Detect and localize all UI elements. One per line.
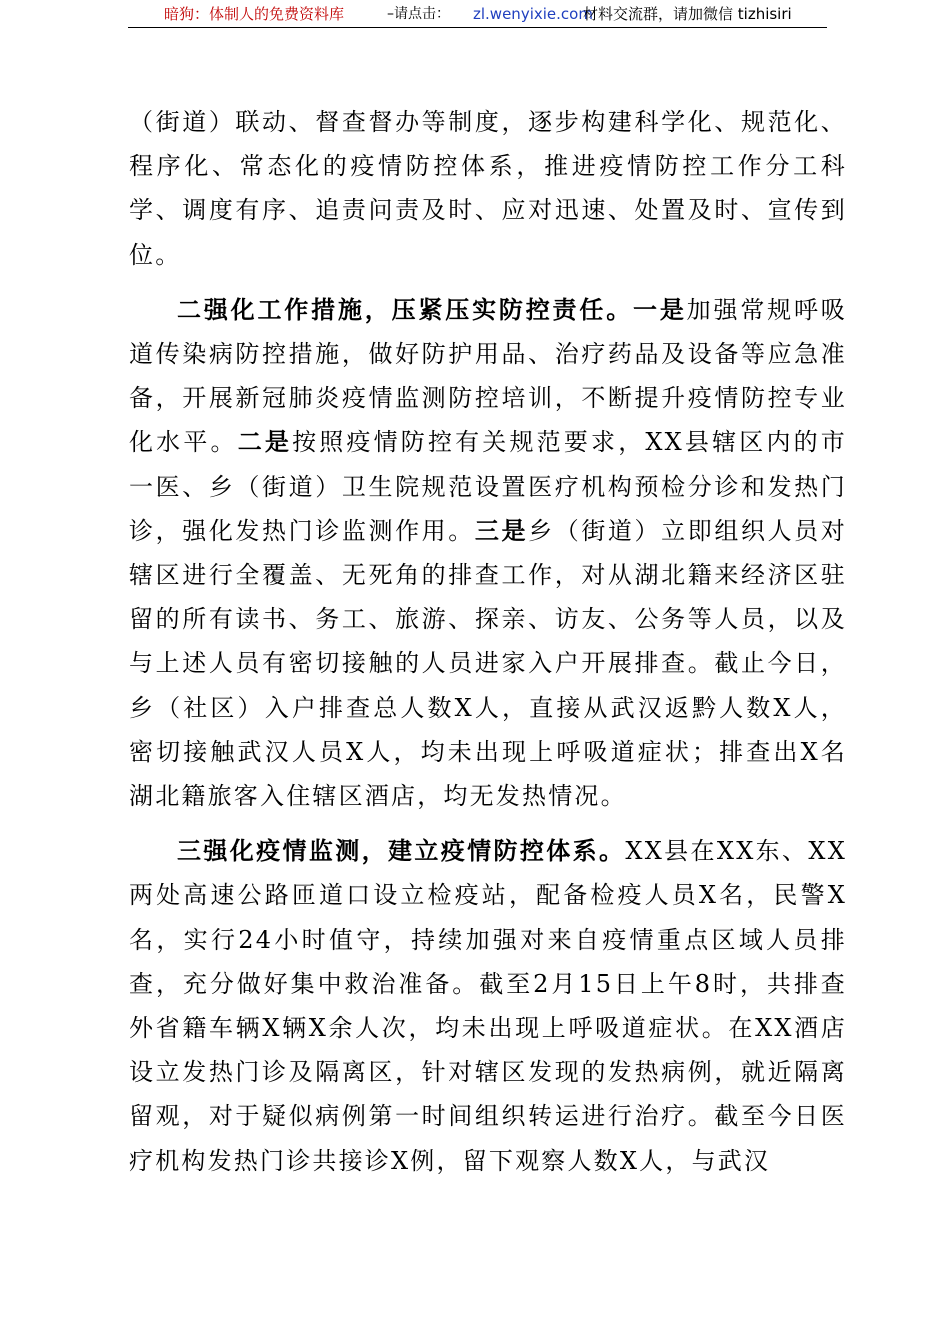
section-2-marker-2: 二是 [237,428,293,457]
section-3-heading: 三强化疫情监测，建立疫情防控体系。 [177,837,626,866]
document-body [129,100,847,1183]
page-header [0,2,950,26]
paragraph-2 [129,288,847,818]
paragraph-3 [129,829,847,1183]
paragraph-1 [129,100,847,277]
site-name: 暗狗：体制人的免费资料库 [164,5,345,23]
site-url-link[interactable]: zl.wenyixie.com [473,5,593,23]
paragraph-1-text: （街道）联动、督查督办等制度，逐步构建科学化、规范化、程序化、常态化的疫情防控体系，推进疫情防控工作分工科学、调度有序、追责问责及时、应对迅速、处置及时、宣传到位。 [129,108,847,269]
section-2-text-2: 按照疫情防控有关规范要求，XX县辖区内的市一医、乡（街道）卫生院规范设置医疗机构预检分诊和发热门诊，强化发热门诊监测作用。 [129,428,847,545]
section-3-text: XX县在XX东、XX两处高速公路匝道口设立检疫站，配备检疫人员X名，民警X名，实行24小时值守，持续加强对来自疫情重点区域人员排查，充分做好集中救治准备。截至2月15日上午8时，共排查外省籍车辆X辆X余人次，均未出现上呼吸道症状。在XX酒店设立发热门诊及隔离区，针对辖区发现的发热病例，就近隔离留观，对于疑似病例第一时间组织转运进行治疗。截至今日医疗机构发热门诊共接诊X例，留下观察人数X人，与武汉 [129,837,848,1175]
wechat-group-note: 材料交流群，请加微信 tizhisiri [583,5,792,23]
section-2-text-3: 乡（街道）立即组织人员对辖区进行全覆盖、无死角的排查工作，对从湖北籍来经济区驻留的所有读书、务工、旅游、探亲、访友、公务等人员，以及与上述人员有密切接触的人员进家入户开展排查。截止今日，乡（社区）入户排查总人数X人，直接从武汉返黔人数X人，密切接触武汉人员X人，均未出现上呼吸道症状；排查出X名湖北籍旅客入住辖区酒店，均无发热情况。 [129,516,847,811]
click-note: –请点击： [387,6,450,22]
header-divider [128,27,827,28]
section-2-marker-1: 一是 [633,295,687,324]
section-2-heading: 二强化工作措施，压紧压实防控责任。 [177,295,634,324]
section-2-marker-3: 三是 [474,516,529,545]
section-2-text-1: 加强常规呼吸道传染病防控措施，做好防护用品、治疗药品及设备等应急准备，开展新冠肺炎疫情监测防控培训，不断提升疫情防控专业化水平。 [129,295,847,457]
